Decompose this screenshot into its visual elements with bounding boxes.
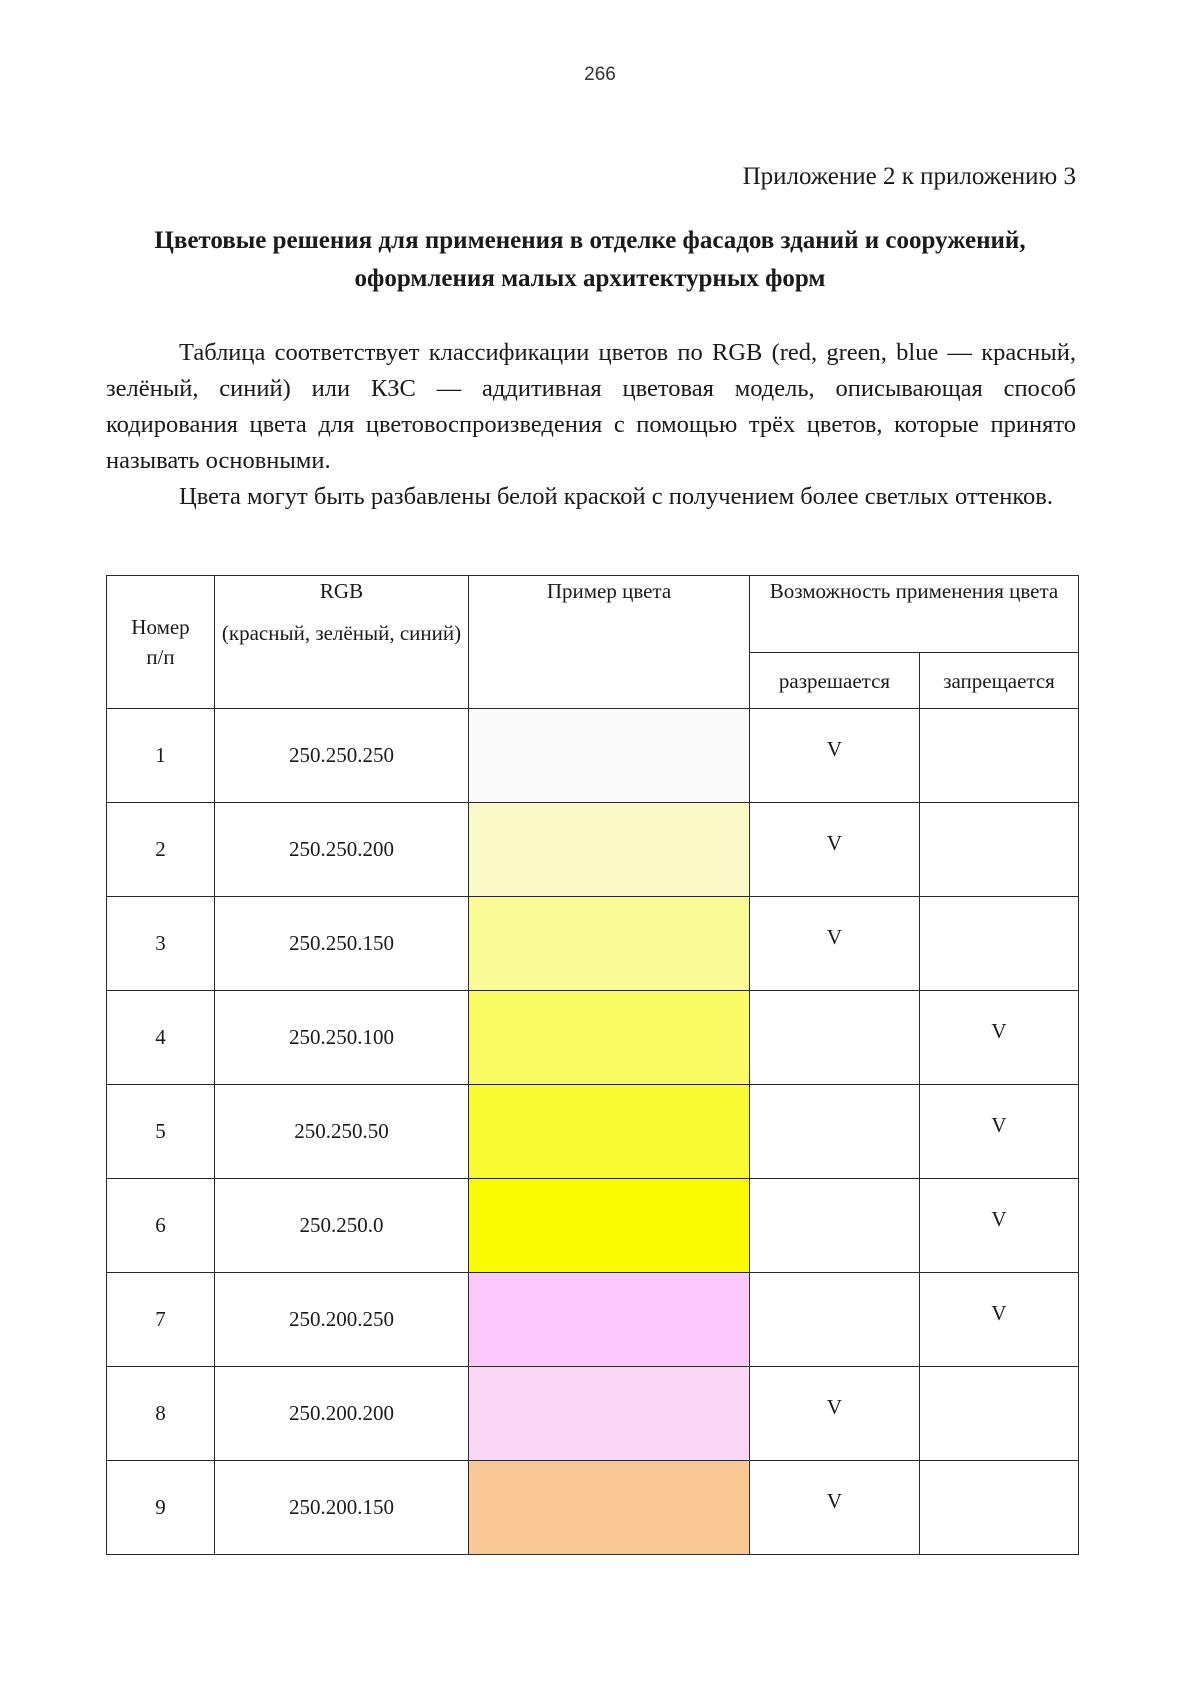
table-row	[107, 803, 1079, 897]
header-forbidden: запрещается	[920, 653, 1079, 709]
row-number: 1	[107, 709, 215, 803]
color-swatch	[469, 803, 750, 897]
table-row	[107, 1367, 1079, 1461]
color-swatch	[469, 1273, 750, 1367]
allowed-mark	[750, 1179, 920, 1273]
table-row	[107, 1273, 1079, 1367]
color-swatch	[469, 991, 750, 1085]
row-rgb: 250.250.200	[215, 803, 469, 897]
row-number: 5	[107, 1085, 215, 1179]
forbidden-mark: V	[920, 1179, 1079, 1273]
allowed-mark: V	[750, 1367, 920, 1461]
header-rgb	[215, 576, 469, 709]
row-number: 7	[107, 1273, 215, 1367]
table-row	[107, 1461, 1079, 1555]
row-number: 9	[107, 1461, 215, 1555]
forbidden-mark	[920, 897, 1079, 991]
header-usage: Возможность применения цвета	[750, 576, 1079, 653]
color-swatch	[469, 897, 750, 991]
forbidden-mark	[920, 1461, 1079, 1555]
row-rgb: 250.200.250	[215, 1273, 469, 1367]
forbidden-mark: V	[920, 1085, 1079, 1179]
header-rgb-note: (красный, зелёный, синий)	[221, 621, 462, 645]
allowed-mark: V	[750, 803, 920, 897]
row-rgb: 250.250.50	[215, 1085, 469, 1179]
forbidden-mark: V	[920, 991, 1079, 1085]
header-number: Номер п/п	[107, 576, 215, 709]
row-rgb: 250.250.100	[215, 991, 469, 1085]
allowed-mark: V	[750, 897, 920, 991]
header-allowed: разрешается	[750, 653, 920, 709]
appendix-label: Приложение 2 к приложению 3	[742, 163, 1076, 190]
forbidden-mark: V	[920, 1273, 1079, 1367]
allowed-mark	[750, 1085, 920, 1179]
color-swatch	[469, 709, 750, 803]
paragraph-dilution-note: Цвета могут быть разбавлены белой краской с получением более светлых оттенков.	[179, 483, 1053, 510]
color-table	[106, 575, 1079, 1555]
table-row	[107, 897, 1079, 991]
paragraph-rgb-description: Таблица соответствует классификации цветов по RGB (red, green, blue — красный, зелёный, синий) или КЗС — аддитивная цветовая модель, описывающая способ кодирования цвета для цветовоспроизведения с помощью трёх цветов, которые принято называть основными.	[106, 339, 1076, 474]
row-rgb: 250.250.250	[215, 709, 469, 803]
row-number: 3	[107, 897, 215, 991]
body-text	[106, 335, 1076, 515]
header-rgb-code: RGB	[319, 579, 364, 603]
color-swatch	[469, 1461, 750, 1555]
table-row	[107, 709, 1079, 803]
color-swatch	[469, 1179, 750, 1273]
allowed-mark: V	[750, 709, 920, 803]
forbidden-mark	[920, 709, 1079, 803]
row-number: 8	[107, 1367, 215, 1461]
allowed-mark	[750, 1273, 920, 1367]
row-rgb: 250.250.150	[215, 897, 469, 991]
forbidden-mark	[920, 1367, 1079, 1461]
document-title: Цветовые решения для применения в отделке фасадов зданий и сооружений, оформления малых архитектурных форм	[154, 227, 1026, 292]
table-row	[107, 991, 1079, 1085]
color-swatch	[469, 1367, 750, 1461]
row-rgb: 250.200.200	[215, 1367, 469, 1461]
row-rgb: 250.250.0	[215, 1179, 469, 1273]
page-number: 266	[584, 64, 616, 85]
header-sample: Пример цвета	[469, 576, 750, 709]
row-rgb: 250.200.150	[215, 1461, 469, 1555]
forbidden-mark	[920, 803, 1079, 897]
table-row	[107, 1179, 1079, 1273]
row-number: 2	[107, 803, 215, 897]
color-swatch	[469, 1085, 750, 1179]
allowed-mark: V	[750, 1461, 920, 1555]
row-number: 6	[107, 1179, 215, 1273]
allowed-mark	[750, 991, 920, 1085]
row-number: 4	[107, 991, 215, 1085]
table-row	[107, 1085, 1079, 1179]
